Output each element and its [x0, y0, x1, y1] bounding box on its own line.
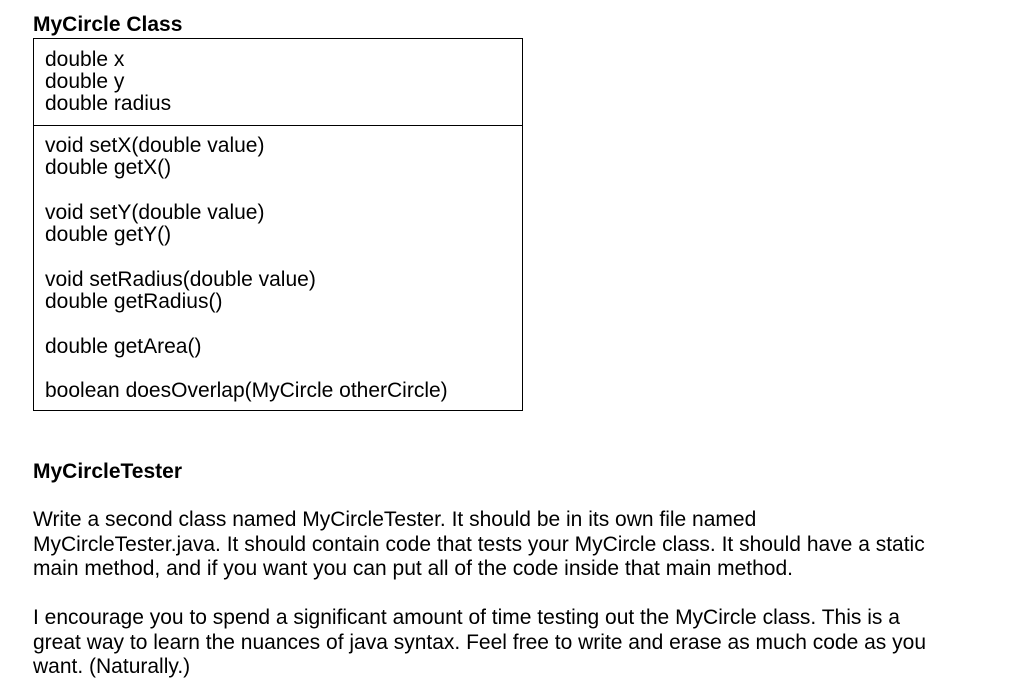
paragraph-2-line-1: I encourage you to spend a significant amount of time testing out the MyCircle class. This is a: [33, 606, 900, 629]
paragraph-1-line-1: Write a second class named MyCircleTester. It should be in its own file named: [33, 508, 757, 531]
method-getradius: double getRadius(): [45, 290, 223, 313]
method-getx: double getX(): [45, 156, 172, 179]
method-setx: void setX(double value): [45, 134, 265, 157]
method-gety: double getY(): [45, 223, 172, 246]
method-sety: void setY(double value): [45, 201, 265, 224]
uml-class-box: [33, 38, 523, 411]
method-setradius: void setRadius(double value): [45, 268, 316, 291]
paragraph-2-line-2: great way to learn the nuances of java syntax. Feel free to write and erase as much code as you: [33, 630, 926, 654]
uml-divider: [34, 125, 522, 126]
class-title: MyCircle Class: [33, 13, 183, 36]
field-radius: double radius: [45, 92, 172, 115]
field-x: double x: [45, 48, 125, 71]
paragraph-2-line-3: want. (Naturally.): [33, 655, 191, 678]
paragraph-1-line-2: MyCircleTester.java. It should contain code that tests your MyCircle class. It should have a static: [33, 532, 925, 556]
method-doesoverlap: boolean doesOverlap(MyCircle otherCircle): [45, 379, 448, 402]
tester-paragraph-1: [33, 508, 1018, 582]
method-getarea: double getArea(): [45, 335, 202, 358]
tester-heading: MyCircleTester: [33, 460, 183, 483]
field-y: double y: [45, 70, 125, 93]
paragraph-1-line-3: main method, and if you want you can put all of the code inside that main method.: [33, 557, 793, 580]
tester-paragraph-2: [33, 606, 1018, 680]
